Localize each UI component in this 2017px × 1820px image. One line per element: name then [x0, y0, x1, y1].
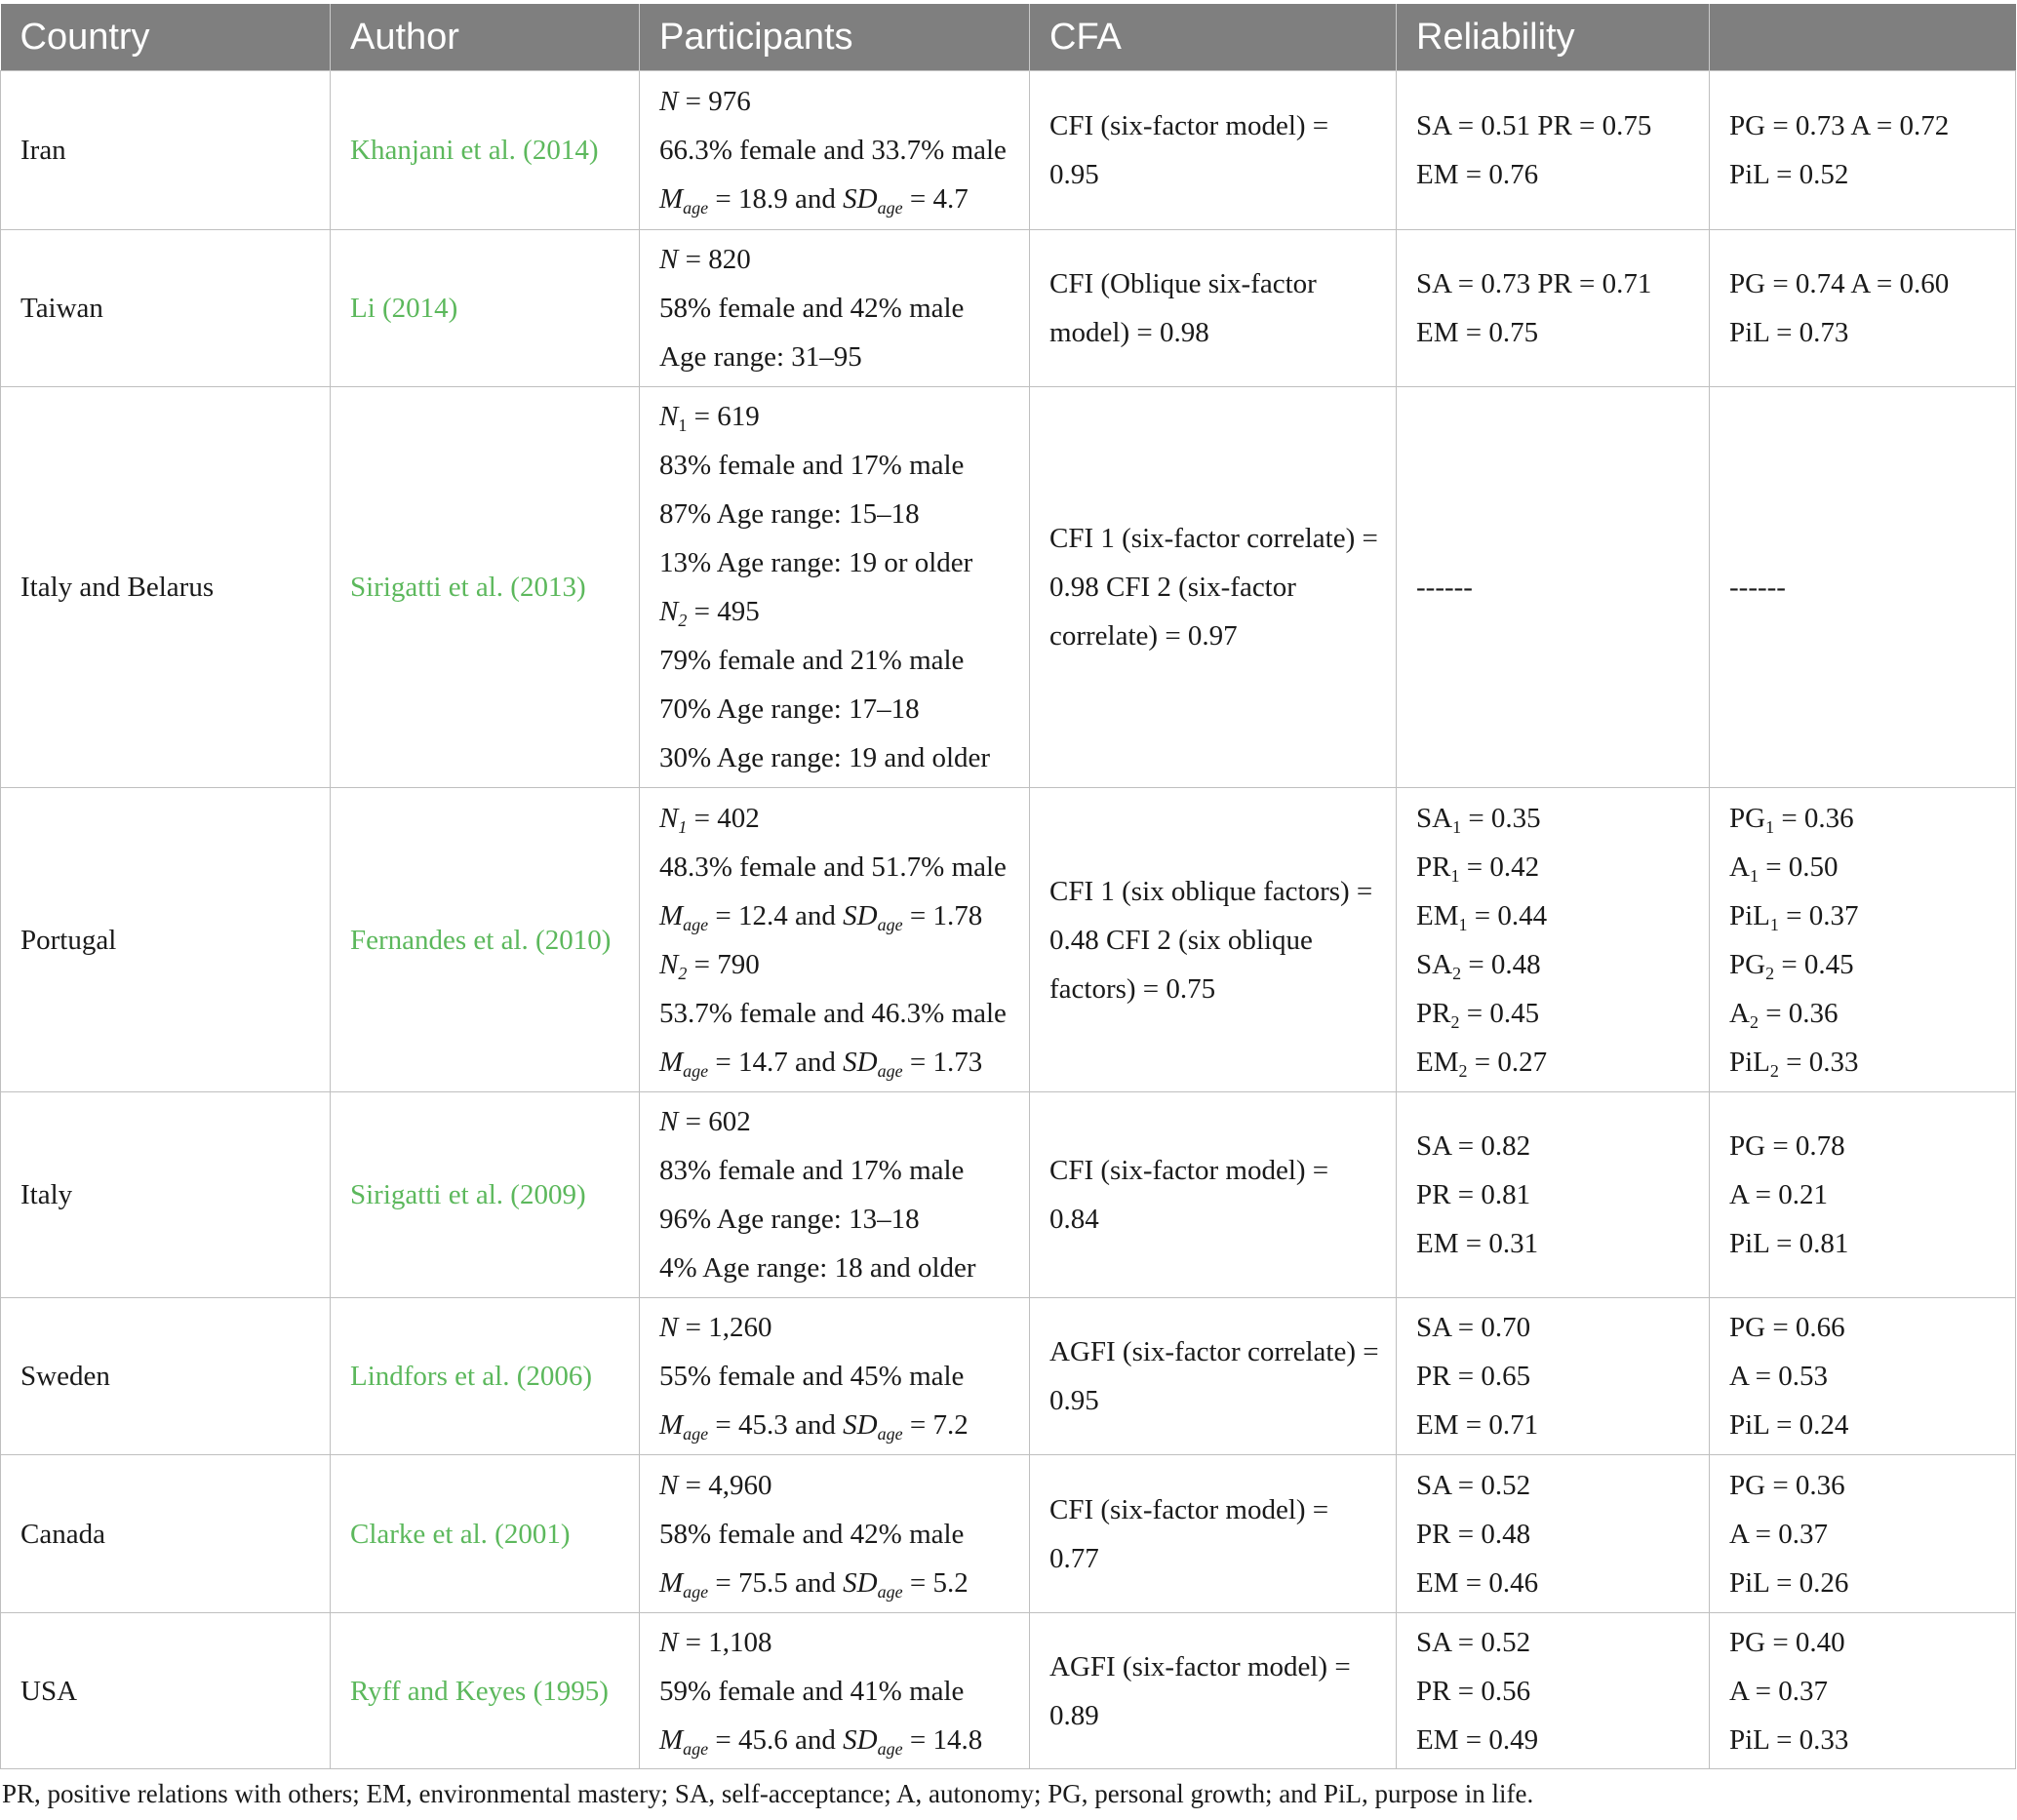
participants-cell: [640, 1455, 1030, 1613]
gender-text: 58% female and 42% male: [659, 1518, 965, 1550]
reliability-line: A = 0.37: [1729, 1518, 1828, 1550]
n2-value: = 790: [687, 948, 760, 980]
table-row: [1, 1092, 2016, 1298]
sd-value: = 7.2: [902, 1409, 969, 1441]
author-link[interactable]: Clarke et al. (2001): [331, 1455, 640, 1613]
header-cfa: CFA: [1030, 4, 1397, 71]
participants-cell: [640, 230, 1030, 387]
author-link[interactable]: Fernandes et al. (2010): [331, 788, 640, 1092]
n-label: N: [659, 86, 679, 117]
rel-sub: 2: [1452, 963, 1462, 983]
mean-value: = 45.3 and: [708, 1409, 844, 1441]
rel-key: EM: [1416, 899, 1459, 931]
reliability-line: PR = 0.48: [1416, 1518, 1531, 1550]
gender-text: 83% female and 17% male: [659, 450, 965, 481]
mean-label: M: [659, 183, 684, 215]
rel-sub: 2: [1749, 1011, 1759, 1032]
sd-value: = 1.78: [902, 899, 983, 931]
cfa-cell: CFI 1 (six oblique factors) = 0.48 CFI 2 (six oblique factors) = 0.75: [1030, 788, 1397, 1092]
sd-value: = 4.7: [902, 183, 969, 215]
mean-value: = 45.6 and: [708, 1723, 844, 1756]
participants-cell: [640, 1613, 1030, 1769]
n1-sub: 1: [678, 415, 688, 435]
n-label: N: [659, 244, 679, 275]
reliability-line: A = 0.37: [1729, 1675, 1828, 1707]
n1-label: N: [659, 802, 679, 834]
table-container: [0, 4, 2017, 1809]
rel-sub: 2: [1765, 963, 1775, 983]
author-link[interactable]: Sirigatti et al. (2009): [331, 1092, 640, 1298]
rel-value: = 0.44: [1467, 899, 1548, 931]
rel-key: A: [1729, 997, 1750, 1029]
age-range-text: 96% Age range: 13–18: [659, 1204, 920, 1235]
rel-sub: 2: [1458, 1060, 1468, 1081]
author-link[interactable]: Sirigatti et al. (2013): [331, 387, 640, 788]
sd-sub: age: [877, 914, 903, 934]
participants-cell: [640, 788, 1030, 1092]
rel-sub: 1: [1765, 816, 1775, 837]
reliability-line: A = 0.53: [1729, 1361, 1828, 1392]
sd-sub: age: [877, 1581, 903, 1602]
mean-label: M: [659, 1046, 684, 1078]
reliability-cell-a: [1397, 230, 1710, 387]
reliability-line: ------: [1416, 572, 1473, 603]
country-cell: Portugal: [1, 788, 331, 1092]
rel-value: = 0.27: [1467, 1046, 1548, 1078]
sd-label: SD: [843, 1566, 878, 1599]
n-label: N: [659, 1312, 679, 1343]
sd-sub: age: [877, 198, 903, 218]
n-label: N: [659, 1106, 679, 1137]
mean-label: M: [659, 899, 684, 931]
reliability-cell-b: [1710, 1455, 2016, 1613]
sd-value: = 14.8: [902, 1723, 983, 1756]
age-range-text: 87% Age range: 15–18: [659, 498, 920, 530]
reliability-line: EM = 0.46: [1416, 1566, 1539, 1599]
rel-key: PiL: [1729, 1046, 1770, 1078]
n-value: = 976: [678, 86, 751, 117]
studies-table: [0, 4, 2016, 1769]
age-range-text: Age range: 31–95: [659, 341, 862, 373]
table-row: [1, 71, 2016, 230]
rel-value: = 0.37: [1778, 899, 1859, 931]
country-cell: USA: [1, 1613, 331, 1769]
mean-sub: age: [683, 198, 709, 218]
reliability-cell-b: [1710, 1092, 2016, 1298]
gender-text: 59% female and 41% male: [659, 1675, 965, 1707]
n2-label: N: [659, 596, 679, 627]
rel-sub: 1: [1769, 914, 1779, 934]
table-row: [1, 1613, 2016, 1769]
reliability-line: PG = 0.40: [1729, 1626, 1845, 1658]
rel-value: = 0.48: [1461, 948, 1541, 980]
reliability-line: SA = 0.51 PR = 0.75: [1416, 110, 1652, 141]
reliability-cell-b: [1710, 230, 2016, 387]
rel-key: PG: [1729, 948, 1766, 980]
n1-value: = 619: [687, 401, 760, 432]
reliability-line: PG = 0.36: [1729, 1469, 1845, 1501]
rel-key: PR: [1416, 997, 1451, 1029]
rel-value: = 0.42: [1459, 851, 1540, 883]
rel-key: SA: [1416, 948, 1453, 980]
age-range-text: 30% Age range: 19 and older: [659, 742, 991, 773]
reliability-line: SA = 0.73 PR = 0.71: [1416, 268, 1652, 299]
rel-key: EM: [1416, 1046, 1459, 1078]
reliability-line: PiL = 0.24: [1729, 1409, 1849, 1441]
sd-value: = 5.2: [902, 1566, 969, 1599]
reliability-line: PiL = 0.73: [1729, 317, 1849, 348]
gender-text: 83% female and 17% male: [659, 1155, 965, 1186]
header-row: [1, 4, 2016, 71]
rel-value: = 0.45: [1774, 948, 1854, 980]
rel-value: = 0.35: [1461, 802, 1541, 834]
cfa-cell: AGFI (six-factor model) = 0.89: [1030, 1613, 1397, 1769]
reliability-line: PG = 0.73 A = 0.72: [1729, 110, 1950, 141]
country-cell: Italy: [1, 1092, 331, 1298]
reliability-line: SA = 0.52: [1416, 1469, 1531, 1501]
rel-sub: 2: [1769, 1060, 1779, 1081]
author-link[interactable]: Lindfors et al. (2006): [331, 1298, 640, 1455]
sd-label: SD: [843, 1409, 878, 1441]
table-row: [1, 1455, 2016, 1613]
age-range-text: 13% Age range: 19 or older: [659, 547, 973, 578]
mean-label: M: [659, 1409, 684, 1441]
mean-value: = 18.9 and: [708, 183, 844, 215]
table-row: [1, 387, 2016, 788]
mean-value: = 14.7 and: [708, 1046, 844, 1078]
gender-text: 58% female and 42% male: [659, 293, 965, 324]
reliability-cell-a: [1397, 1613, 1710, 1769]
n-value: = 820: [678, 244, 751, 275]
cfa-cell: CFI (Oblique six-factor model) = 0.98: [1030, 230, 1397, 387]
cfa-cell: CFI 1 (six-factor correlate) = 0.98 CFI 2 (six-factor correlate) = 0.97: [1030, 387, 1397, 788]
mean-sub: age: [683, 1060, 709, 1081]
cfa-cell: CFI (six-factor model) = 0.95: [1030, 71, 1397, 230]
rel-value: = 0.45: [1459, 997, 1540, 1029]
reliability-cell-b: [1710, 1613, 2016, 1769]
reliability-line: SA = 0.52: [1416, 1626, 1531, 1658]
cfa-cell: CFI (six-factor model) = 0.84: [1030, 1092, 1397, 1298]
author-link[interactable]: Li (2014): [331, 230, 640, 387]
rel-key: A: [1729, 851, 1750, 883]
header-participants: Participants: [640, 4, 1030, 71]
mean-label: M: [659, 1566, 684, 1599]
country-cell: Canada: [1, 1455, 331, 1613]
reliability-line: PR = 0.81: [1416, 1179, 1531, 1210]
sd-label: SD: [843, 183, 878, 215]
mean-sub: age: [683, 1738, 709, 1759]
gender-text: 79% female and 21% male: [659, 645, 965, 676]
reliability-line: PiL = 0.52: [1729, 159, 1849, 190]
reliability-line: A = 0.21: [1729, 1179, 1828, 1210]
rel-sub: 1: [1452, 816, 1462, 837]
table-row: [1, 1298, 2016, 1455]
country-cell: Italy and Belarus: [1, 387, 331, 788]
reliability-line: EM = 0.31: [1416, 1228, 1539, 1259]
n1-label: N: [659, 401, 679, 432]
reliability-line: PiL = 0.26: [1729, 1566, 1849, 1599]
cfa-cell: CFI (six-factor model) = 0.77: [1030, 1455, 1397, 1613]
participants-cell: [640, 1298, 1030, 1455]
country-cell: Taiwan: [1, 230, 331, 387]
participants-cell: [640, 1092, 1030, 1298]
n-value: = 4,960: [678, 1469, 772, 1501]
rel-key: SA: [1416, 802, 1453, 834]
rel-sub: 1: [1749, 865, 1759, 886]
reliability-cell-a: [1397, 1298, 1710, 1455]
gender-text: 48.3% female and 51.7% male: [659, 851, 1007, 883]
reliability-cell-a: [1397, 788, 1710, 1092]
sd-label: SD: [843, 899, 878, 931]
mean-sub: age: [683, 1581, 709, 1602]
reliability-line: PiL = 0.81: [1729, 1228, 1849, 1259]
mean-label: M: [659, 1723, 684, 1756]
rel-value: = 0.36: [1774, 802, 1854, 834]
sd-label: SD: [843, 1046, 878, 1078]
country-cell: Iran: [1, 71, 331, 230]
n2-value: = 495: [687, 596, 760, 627]
rel-sub: 1: [1450, 865, 1460, 886]
country-cell: Sweden: [1, 1298, 331, 1455]
rel-value: = 0.50: [1758, 851, 1839, 883]
reliability-line: PG = 0.78: [1729, 1130, 1845, 1162]
rel-value: = 0.36: [1758, 997, 1839, 1029]
cfa-cell: AGFI (six-factor correlate) = 0.95: [1030, 1298, 1397, 1455]
reliability-cell-b: [1710, 1298, 2016, 1455]
table-footnote: PR, positive relations with others; EM, environmental mastery; SA, self-acceptance; A, autonomy; PG, personal growth; and PiL, purpose in life.: [2, 1779, 1534, 1808]
n2-sub: 2: [678, 611, 688, 630]
sd-sub: age: [877, 1738, 903, 1759]
reliability-line: PG = 0.74 A = 0.60: [1729, 268, 1950, 299]
n-value: = 1,108: [678, 1626, 772, 1658]
reliability-cell-a: [1397, 1092, 1710, 1298]
n2-sub: 2: [678, 963, 688, 983]
header-reliability-continued: [1710, 4, 2016, 71]
sd-value: = 1.73: [902, 1046, 983, 1078]
reliability-cell-a: [1397, 1455, 1710, 1613]
participants-cell: [640, 71, 1030, 230]
sd-sub: age: [877, 1060, 903, 1081]
mean-value: = 12.4 and: [708, 899, 844, 931]
gender-text: 66.3% female and 33.7% male: [659, 135, 1007, 166]
rel-key: PR: [1416, 851, 1451, 883]
author-link[interactable]: Ryff and Keyes (1995): [331, 1613, 640, 1769]
reliability-cell-a: [1397, 71, 1710, 230]
participants-cell: [640, 387, 1030, 788]
gender-text: 55% female and 45% male: [659, 1361, 965, 1392]
table-row: [1, 230, 2016, 387]
reliability-line: ------: [1729, 572, 1786, 603]
reliability-line: EM = 0.49: [1416, 1723, 1539, 1756]
rel-value: = 0.33: [1778, 1046, 1859, 1078]
header-reliability: Reliability: [1397, 4, 1710, 71]
reliability-line: PiL = 0.33: [1729, 1723, 1849, 1756]
reliability-line: SA = 0.70: [1416, 1312, 1531, 1343]
header-author: Author: [331, 4, 640, 71]
n1-sub: 1: [678, 816, 688, 837]
gender-text: 53.7% female and 46.3% male: [659, 997, 1007, 1029]
rel-key: PG: [1729, 802, 1766, 834]
n-label: N: [659, 1469, 679, 1501]
n-value: = 602: [678, 1106, 751, 1137]
reliability-line: PG = 0.66: [1729, 1312, 1845, 1343]
reliability-line: PR = 0.56: [1416, 1675, 1531, 1707]
n2-label: N: [659, 948, 679, 980]
reliability-line: SA = 0.82: [1416, 1130, 1531, 1162]
age-range-text: 70% Age range: 17–18: [659, 693, 920, 725]
reliability-cell-b: [1710, 71, 2016, 230]
age-range-text: 4% Age range: 18 and older: [659, 1252, 976, 1284]
n-label: N: [659, 1626, 679, 1658]
reliability-line: PR = 0.65: [1416, 1361, 1531, 1392]
sd-label: SD: [843, 1723, 878, 1756]
header-country: Country: [1, 4, 331, 71]
rel-sub: 2: [1450, 1011, 1460, 1032]
reliability-line: EM = 0.75: [1416, 317, 1539, 348]
mean-value: = 75.5 and: [708, 1566, 844, 1599]
mean-sub: age: [683, 914, 709, 934]
reliability-line: EM = 0.71: [1416, 1409, 1539, 1441]
n-value: = 1,260: [678, 1312, 772, 1343]
rel-key: PiL: [1729, 899, 1770, 931]
reliability-cell-a: [1397, 387, 1710, 788]
sd-sub: age: [877, 1424, 903, 1444]
rel-sub: 1: [1458, 914, 1468, 934]
table-row: [1, 788, 2016, 1092]
reliability-cell-b: [1710, 788, 2016, 1092]
author-link[interactable]: Khanjani et al. (2014): [331, 71, 640, 230]
reliability-cell-b: [1710, 387, 2016, 788]
mean-sub: age: [683, 1424, 709, 1444]
n1-value: = 402: [687, 802, 760, 834]
reliability-line: EM = 0.76: [1416, 159, 1539, 190]
